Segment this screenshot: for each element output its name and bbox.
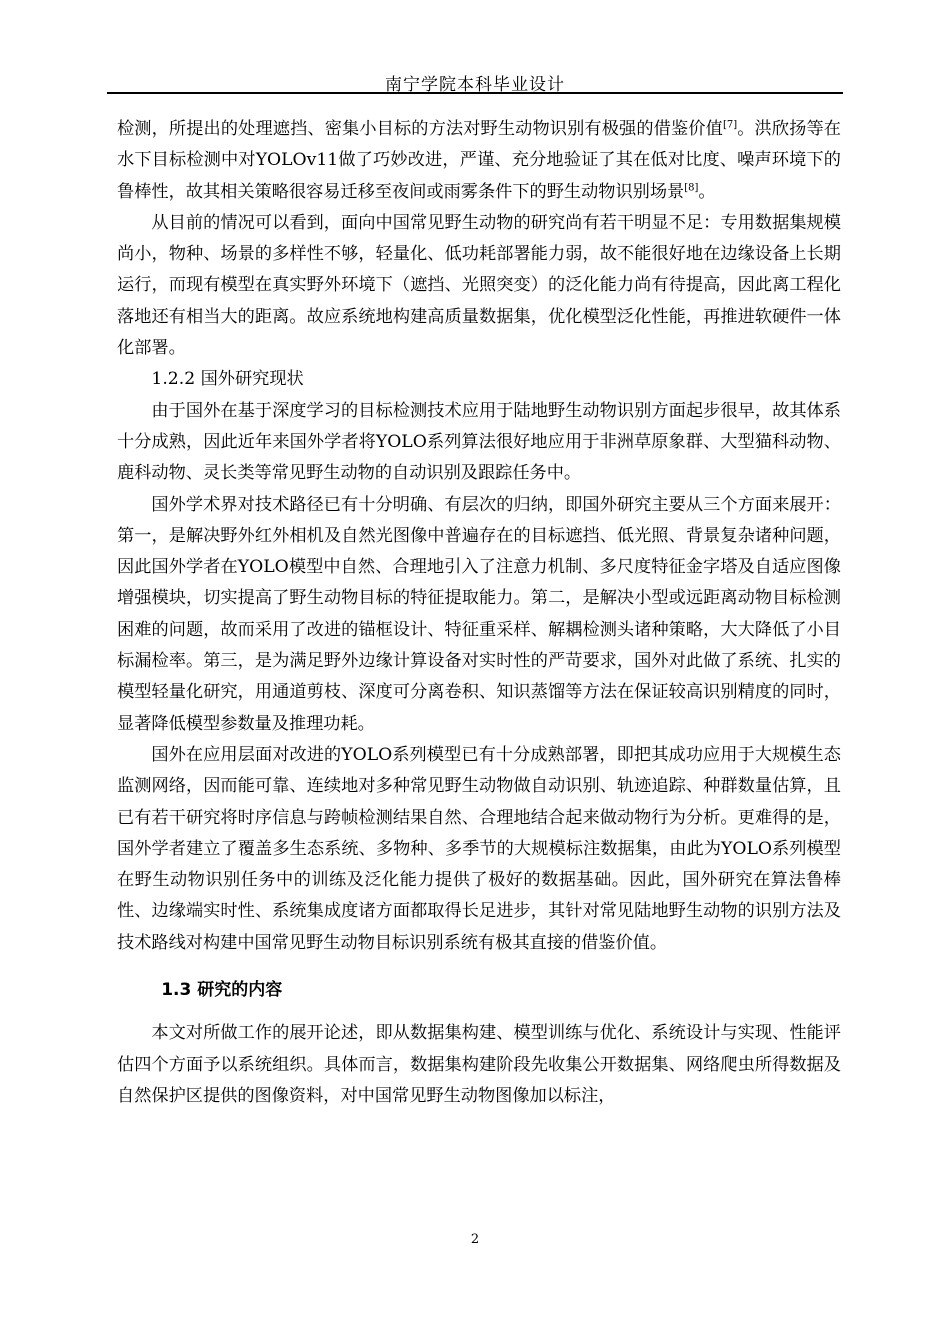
paragraph-5: 国外在应用层面对改进的YOLO系列模型已有十分成熟部署，即把其成功应用于大规模生态监测网络，因而能可靠、连续地对多种常见野生动物做自动识别、轨迹追踪、种群数量估算，且已有若干研究将时序信息与跨帧检测结果自然、合理地结合起来做动物行为分析。更难得的是，国外学者建立了覆盖多生态系统、多物种、多季节的大规模标注数据集，由此为YOLO系列模型在野生动物识别任务中的训练及泛化能力提供了极好的数据基础。因此，国外研究在算法鲁棒性、边缘端实时性、系统集成度诸方面都取得长足进步，其针对常见陆地野生动物的识别方法及技术路线对构建中国常见野生动物目标识别系统有极其直接的借鉴价值。	[117, 744, 841, 953]
subsection-heading: 1.2.2 国外研究现状	[151, 369, 304, 390]
citation-8: [8]	[684, 181, 699, 193]
paragraph-1-text: 检测，所提出的处理遮挡、密集小目标的方法对野生动物识别有极强的借鉴价值	[117, 119, 723, 139]
section-heading: 1.3 研究的内容	[161, 980, 283, 1001]
citation-7: [7]	[722, 119, 738, 131]
paragraph-1-tail: 。	[698, 181, 716, 202]
paragraph-1-text-cont: 。洪欣扬等在水下目标检测中对YOLOv11做了巧妙改进，严谨、充分地验证了其在低对比度、噪声环境下的鲁棒性，故其相关策略很容易迁移至夜间或雨雾条件下的野生动物识别场景	[117, 119, 841, 202]
header-rule	[107, 92, 843, 94]
paragraph-6: 本文对所做工作的展开论述，即从数据集构建、模型训练与优化、系统设计与实现、性能评估四个方面予以系统组织。具体而言，数据集构建阶段先收集公开数据集、网络爬虫所得数据及自然保护区提供的图像资料，对中国常见野生动物图像加以标注，	[117, 1023, 841, 1106]
paragraph-4: 国外学术界对技术路径已有十分明确、有层次的归纳，即国外研究主要从三个方面来展开：第一，是解决野外红外相机及自然光图像中普遍存在的目标遮挡、低光照、背景复杂诸种问题，因此国外学者在YOLO模型中自然、合理地引入了注意力机制、多尺度特征金字塔及自适应图像增强模块，切实提高了野生动物目标的特征提取能力。第二，是解决小型或远距离动物目标检测困难的问题，故而采用了改进的锚框设计、特征重采样、解耦检测头诸种策略，大大降低了小目标漏检率。第三，是为满足野外边缘计算设备对实时性的严苛要求，国外对此做了系统、扎实的模型轻量化研究，用通道剪枝、深度可分离卷积、知识蒸馏等方法在保证较高识别精度的同时，显著降低模型参数量及推理功耗。	[117, 494, 841, 734]
paragraph-2: 从目前的情况可以看到，面向中国常见野生动物的研究尚有若干明显不足：专用数据集规模尚小，物种、场景的多样性不够，轻量化、低功耗部署能力弱，故不能很好地在边缘设备上长期运行，而现有模型在真实野外环境下（遮挡、光照突变）的泛化能力尚有待提高，因此离工程化落地还有相当大的距离。故应系统地构建高质量数据集，优化模型泛化性能，再推进软硬件一体化部署。	[117, 212, 841, 359]
paragraph-3: 由于国外在基于深度学习的目标检测技术应用于陆地野生动物识别方面起步很早，故其体系十分成熟，因此近年来国外学者将YOLO系列算法很好地应用于非洲草原象群、大型猫科动物、鹿科动物、灵长类等常见野生动物的自动识别及跟踪任务中。	[117, 400, 841, 484]
body-content	[117, 114, 841, 1112]
page-header-title: 南宁学院本科毕业设计	[385, 75, 565, 95]
page-number: 2	[470, 1232, 480, 1247]
paragraph-1	[117, 114, 841, 208]
